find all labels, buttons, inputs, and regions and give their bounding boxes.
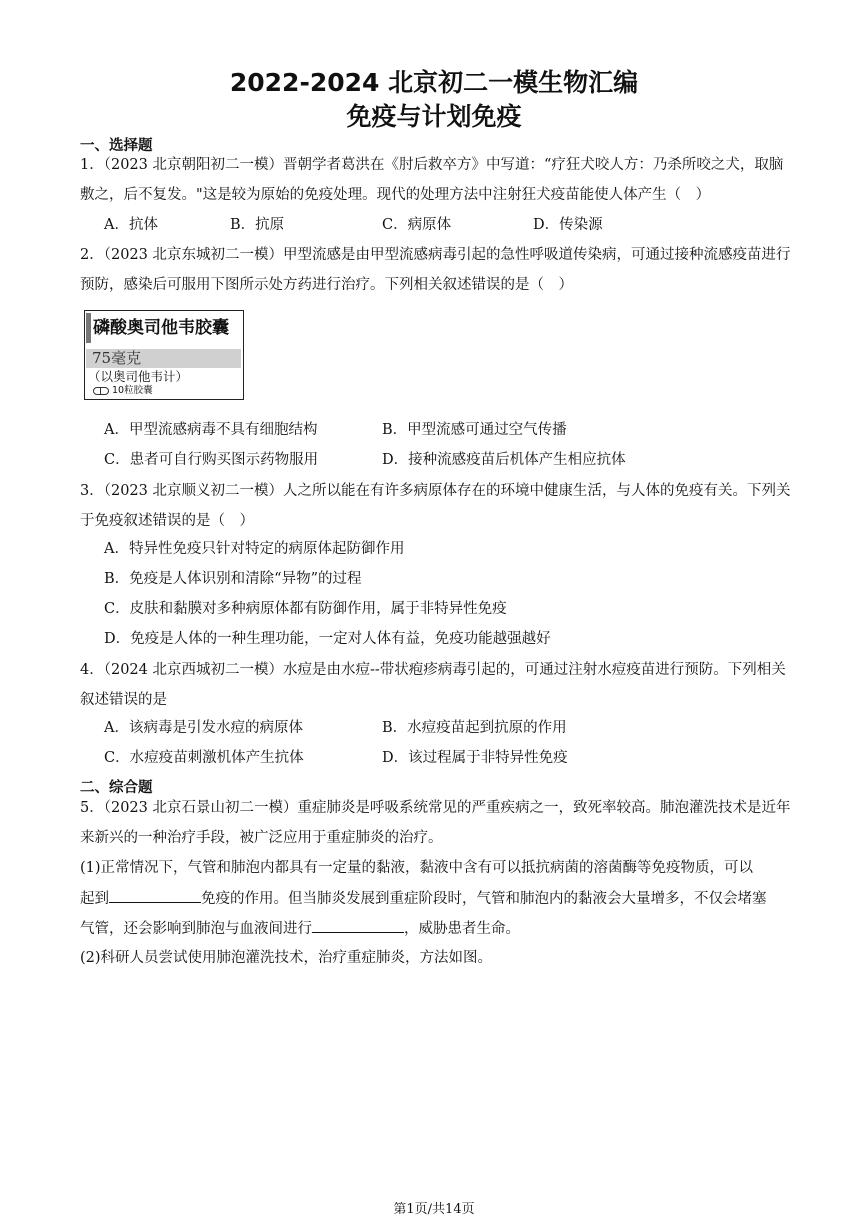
- drug-note: （以奥司他韦计）: [88, 369, 189, 384]
- question-1-stem: 1．（2023 北京朝阳初二一模）晋朝学者葛洪在《肘后救卒方》中写道：“疗狂犬咬人方：乃杀所咬之犬，取脑敷之，后不复发。"这是较为原始的免疫处理。现代的处理方法中注射狂犬疫苗能使人体产生（ ）: [80, 157, 784, 203]
- drug-label-bar: [86, 313, 91, 343]
- q5-part1-line2-start: 起到: [80, 891, 109, 907]
- q3-option-c: C．皮肤和黏膜对多种病原体都有防御作用，属于非特异性免疫: [104, 601, 507, 617]
- answer-blank-2[interactable]: [312, 918, 404, 933]
- section-heading-comprehensive: 二、综合题: [80, 780, 153, 796]
- section-heading-choice: 一、选择题: [80, 138, 153, 154]
- q3-option-b: B．免疫是人体识别和清除“异物”的过程: [104, 571, 362, 587]
- q1-option-c: C．病原体: [382, 217, 452, 233]
- q5-part1-line1: (1)正常情况下，气管和肺泡内都具有一定量的黏液，黏液中含有可以抵抗病菌的溶菌酶等免疫物质，可以: [80, 860, 754, 876]
- q5-part1-line3-start: 气管，还会影响到肺泡与血液间进行: [80, 921, 312, 937]
- q4-option-a: A．该病毒是引发水痘的病原体: [104, 720, 303, 736]
- drug-dose: 75毫克: [92, 349, 142, 367]
- q2-option-d: D．接种流感疫苗后机体产生相应抗体: [382, 452, 626, 468]
- q5-part1-line2-end: 免疫的作用。但当肺炎发展到重症阶段时，气管和肺泡内的黏液会大量增多，不仅会堵塞: [201, 891, 767, 907]
- q2-option-c: C．患者可自行购买图示药物服用: [104, 452, 319, 468]
- q1-option-b: B．抗原: [230, 217, 285, 233]
- page-number: 第1页/共14页: [393, 1202, 475, 1217]
- q1-option-a: A．抗体: [104, 217, 158, 233]
- answer-blank-1[interactable]: [109, 888, 201, 903]
- q3-option-a: A．特异性免疫只针对特定的病原体起防御作用: [104, 541, 405, 557]
- drug-count-row: [93, 385, 153, 397]
- q5-part1-line3-end: ，威胁患者生命。: [404, 921, 520, 937]
- document-title: 2022-2024 北京初二一模生物汇编: [229, 68, 639, 97]
- q3-option-d: D．免疫是人体的一种生理功能，一定对人体有益，免疫功能越强越好: [104, 631, 551, 647]
- document-subtitle: 免疫与计划免疫: [346, 102, 522, 131]
- drug-name: 磷酸奥司他韦胶囊: [93, 318, 229, 338]
- q2-option-a: A．甲型流感病毒不具有细胞结构: [104, 422, 318, 438]
- drug-count: 10粒胶囊: [112, 385, 153, 396]
- q5-part2: (2)科研人员尝试使用肺泡灌洗技术，治疗重症肺炎，方法如图。: [80, 950, 493, 966]
- question-3-stem: 3．（2023 北京顺义初二一模）人之所以能在有许多病原体存在的环境中健康生活，与人体的免疫有关。下列关于免疫叙述错误的是（ ）: [80, 483, 791, 529]
- q5-part1-line2: [80, 888, 792, 909]
- drug-package-figure: [84, 310, 244, 400]
- question-4-stem: 4．（2024 北京西城初二一模）水痘是由水痘--带状疱疹病毒引起的，可通过注射水痘疫苗进行预防。下列相关叙述错误的是: [80, 662, 786, 708]
- q5-part1-line3: [80, 918, 792, 939]
- question-2-stem: 2．（2023 北京东城初二一模）甲型流感是由甲型流感病毒引起的急性呼吸道传染病，可通过接种流感疫苗进行预防，感染后可服用下图所示处方药进行治疗。下列相关叙述错误的是（ ）: [80, 247, 791, 293]
- q2-option-b: B．甲型流感可通过空气传播: [382, 422, 567, 438]
- q4-option-c: C．水痘疫苗刺激机体产生抗体: [104, 750, 304, 766]
- q4-option-d: D．该过程属于非特异性免疫: [382, 750, 568, 766]
- q4-option-b: B．水痘疫苗起到抗原的作用: [382, 720, 567, 736]
- question-5-stem: 5．（2023 北京石景山初二一模）重症肺炎是呼吸系统常见的严重疾病之一，致死率较高。肺泡灌洗技术是近年来新兴的一种治疗手段，被广泛应用于重症肺炎的治疗。: [80, 800, 791, 846]
- q1-option-d: D．传染源: [533, 217, 603, 233]
- capsule-icon: [93, 387, 109, 395]
- drug-dose-band: [86, 349, 241, 368]
